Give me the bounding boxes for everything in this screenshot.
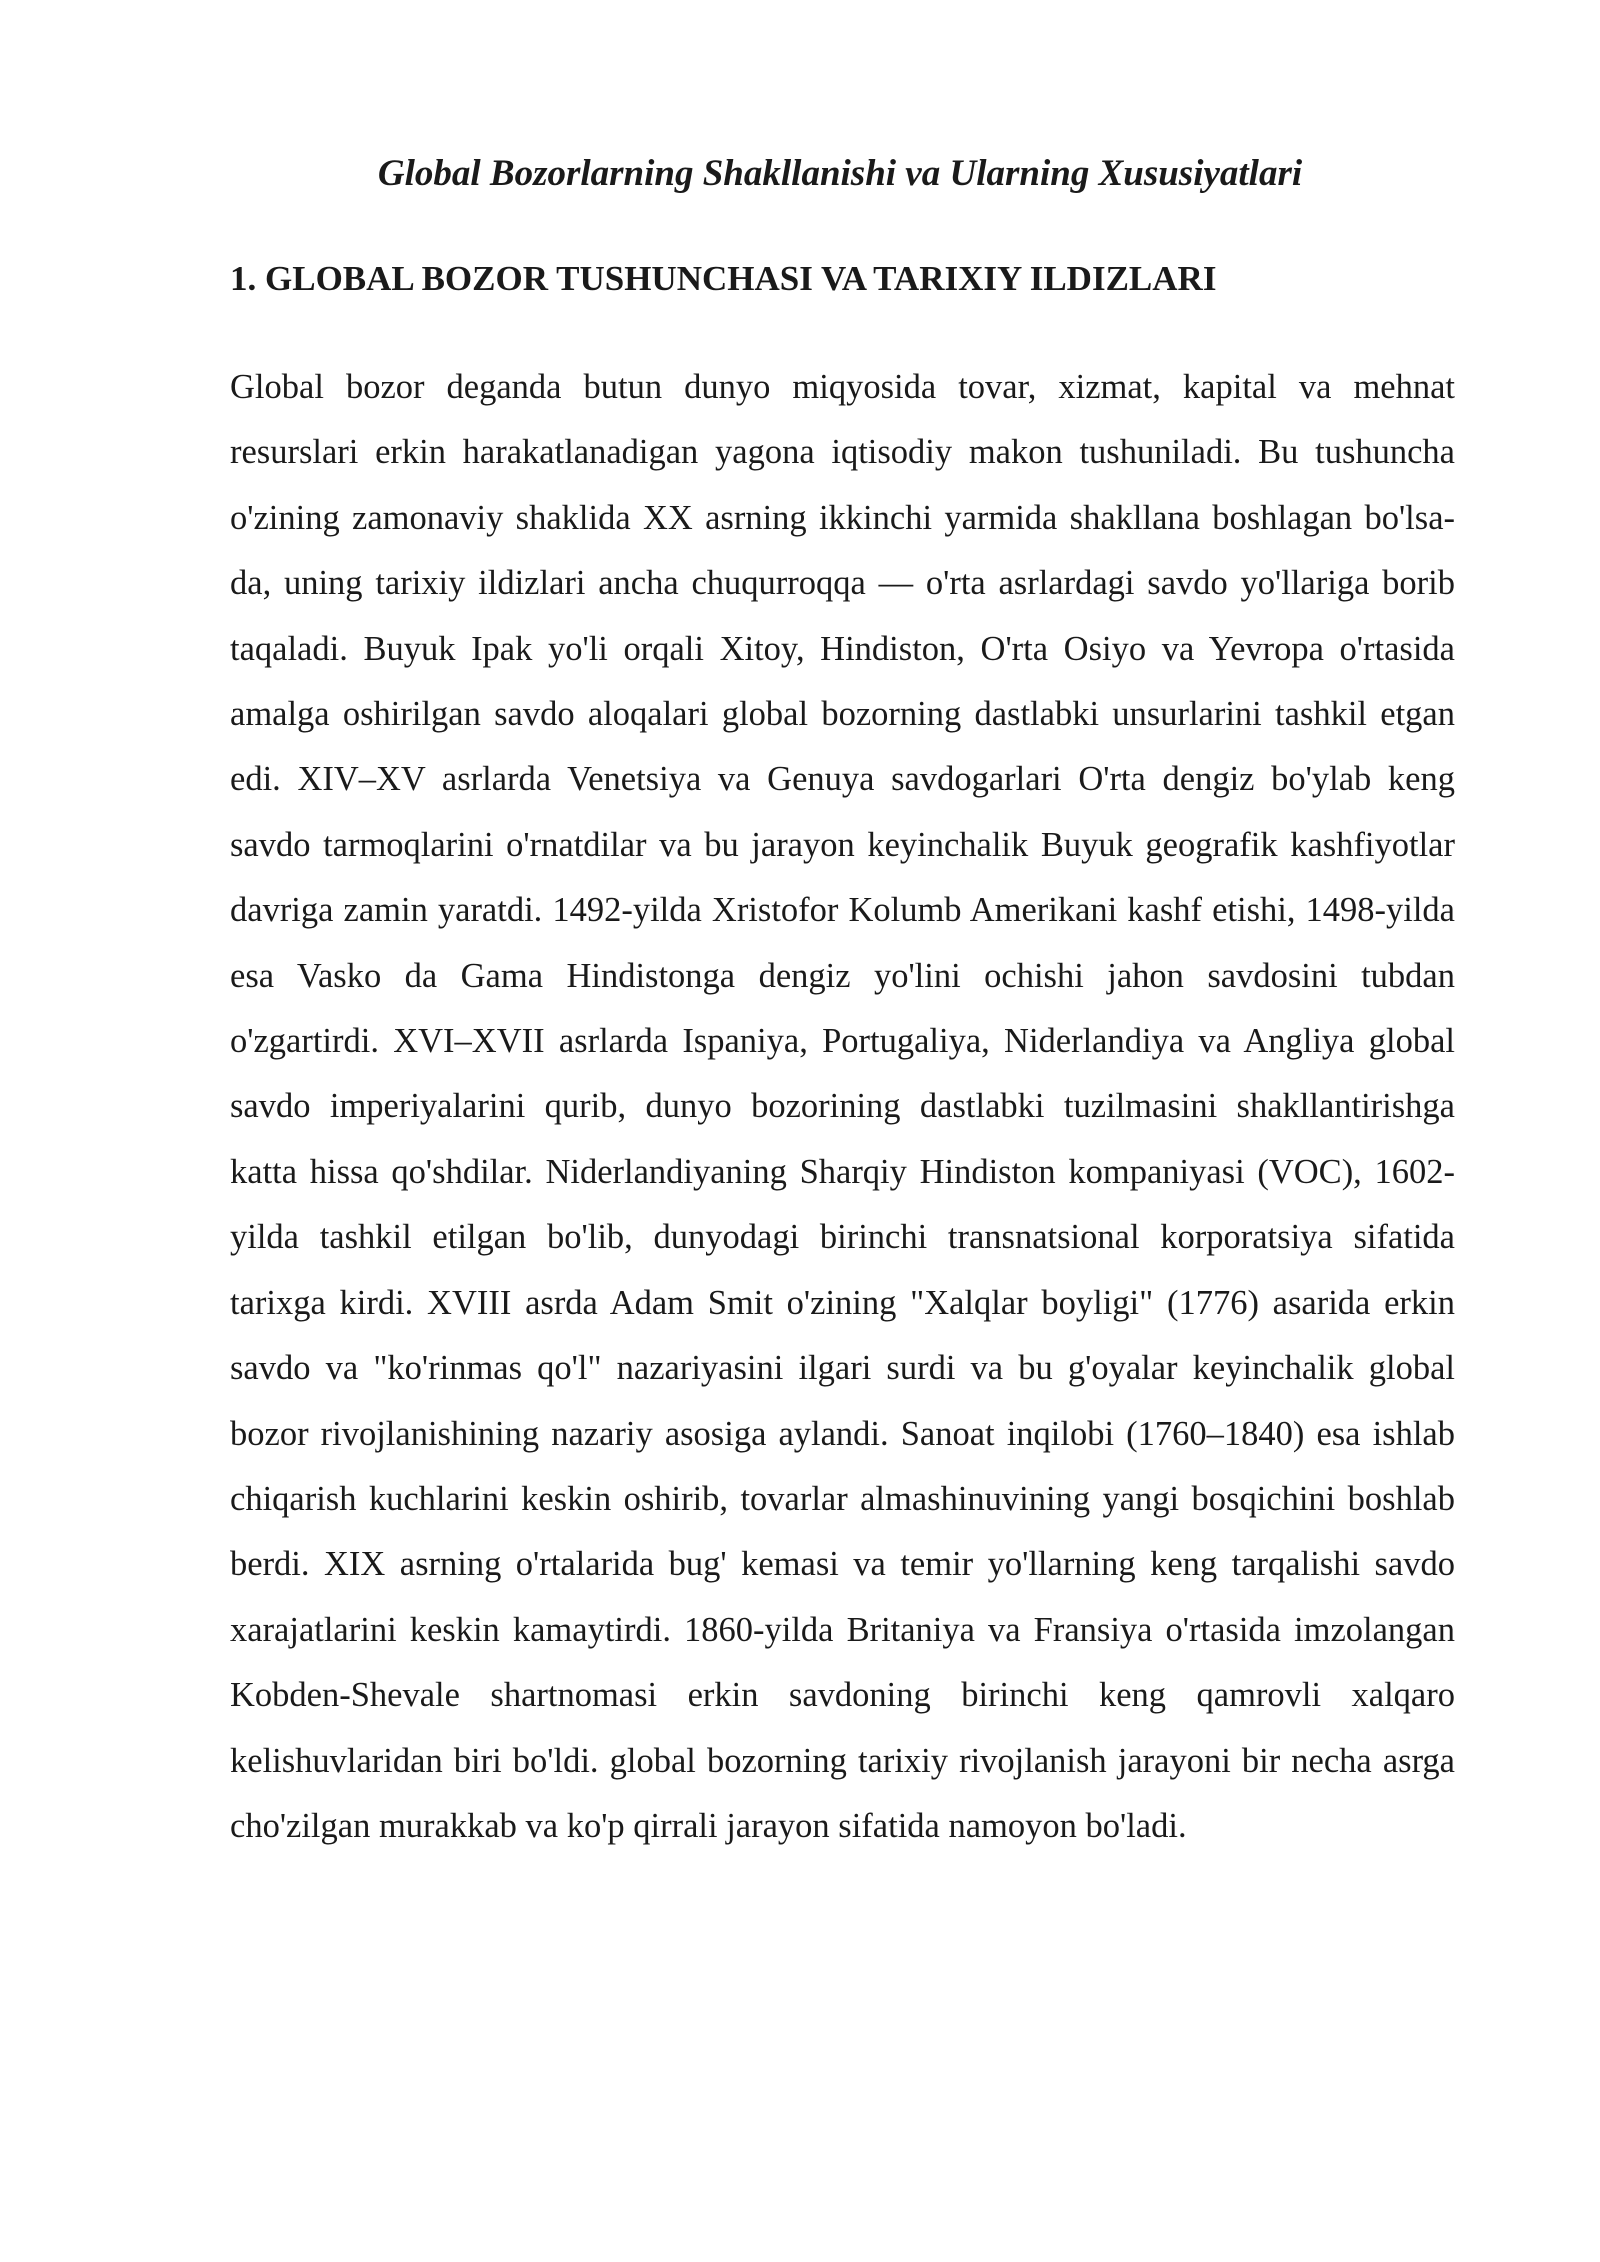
body-paragraph: Global bozor deganda butun dunyo miqyosida tovar, xizmat, kapital va mehnat resurslari erkin harakatlanadigan yagona iqtisodiy makon tushuniladi. Bu tushuncha o'zining zamonaviy shaklida XX asrning ikkinchi yarmida shakllana boshlagan bo'lsa-da, uning tarixiy ildizlari ancha chuqurroqqa — o'rta asrlardagi savdo yo'llariga borib taqaladi. Buyuk Ipak yo'li orqali Xitoy, Hindiston, O'rta Osiyo va Yevropa o'rtasida amalga oshirilgan savdo aloqalari global bozorning dastlabki unsurlarini tashkil etgan edi. XIV–XV asrlarda Venetsiya va Genuya savdogarlari O'rta dengiz bo'ylab keng savdo tarmoqlarini o'rnatdilar va bu jarayon keyinchalik Buyuk geografik kashfiyotlar davriga zamin yaratdi. 1492-yilda Xristofor Kolumb Amerikani kashf etishi, 1498-yilda esa Vasko da Gama Hindistonga dengiz yo'lini ochishi jahon savdosini tubdan o'zgartirdi. XVI–XVII asrlarda Ispaniya, Portugaliya, Niderlandiya va Angliya global savdo imperiyalarini qurib, dunyo bozorining dastlabki tuzilmasini shakllantirishga katta hissa qo'shdilar. Niderlandiyaning Sharqiy Hindiston kompaniyasi (VOC), 1602-yilda tashkil etilgan bo'lib, dunyodagi birinchi transnatsional korporatsiya sifatida tarixga kirdi. XVIII asrda Adam Smit o'zining "Xalqlar boyligi" (1776) asarida erkin savdo va "ko'rinmas qo'l" nazariyasini ilgari surdi va bu g'oyalar keyinchalik global bozor rivojlanishining nazariy asosiga aylandi. Sanoat inqilobi (1760–1840) esa ishlab chiqarish kuchlarini keskin oshirib, tovarlar almashinuvining yangi bosqichini boshlab berdi. XIX asrning o'rtalarida bug' kemasi va temir yo'llarning keng tarqalishi savdo xarajatlarini keskin kamaytirdi. 1860-yilda Britaniya va Fransiya o'rtasida imzolangan Kobden-Shevale shartnomasi erkin savdoning birinchi keng qamrovli xalqaro kelishuvlaridan biri bo'ldi. global bozorning tarixiy rivojlanish jarayoni bir necha asrga cho'zilgan murakkab va ko'p qirrali jarayon sifatida namoyon bo'ladi. [230, 368, 1455, 1845]
document-title: Global Bozorlarning Shakllanishi va Ularning Xususiyatlari [377, 153, 1303, 194]
section-heading: 1. GLOBAL BOZOR TUSHUNCHASI VA TARIXIY ILDIZLARI [230, 259, 1217, 298]
